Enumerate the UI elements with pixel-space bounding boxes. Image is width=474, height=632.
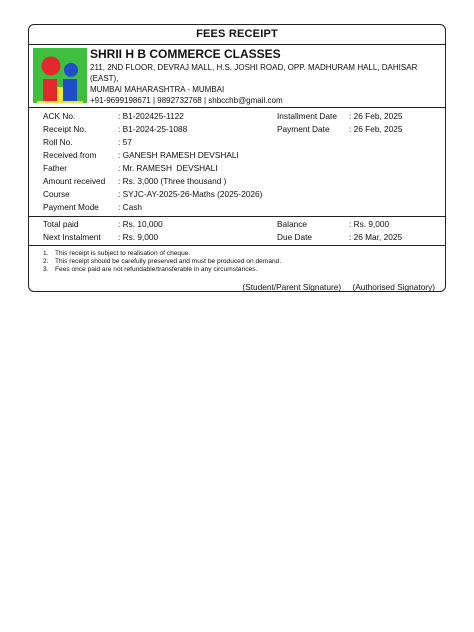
- detail-label: Amount received: [43, 176, 106, 186]
- note-item: [43, 265, 437, 274]
- logo-blue-circle: [64, 63, 78, 77]
- logo-red-bar: [43, 79, 57, 101]
- student-signature-label: (Student/Parent Signature): [242, 282, 342, 292]
- installment-date-value: : 26 Feb, 2025: [349, 111, 403, 121]
- detail-row-father: [29, 162, 445, 175]
- receipt-header: [29, 45, 445, 108]
- note-text: Fees once paid are not refundable/transferable in any circumstances.: [55, 266, 258, 273]
- detail-value: : SYJC-AY-2025-26-Maths (2025-2026): [118, 189, 263, 199]
- payment-totals: [29, 217, 445, 246]
- detail-value: : B1-202425-1122: [118, 111, 184, 121]
- total-paid-label: Total paid: [43, 219, 79, 229]
- institute-address-line-2: MUMBAI MAHARASHTRA - MUMBAI: [90, 85, 225, 94]
- detail-row-payment-mode: [29, 201, 445, 214]
- payment-date-value: : 26 Feb, 2025: [349, 124, 403, 134]
- detail-label: Receipt No.: [43, 124, 87, 134]
- detail-value: : GANESH RAMESH DEVSHALI: [118, 150, 239, 160]
- balance-value: : Rs. 9,000: [349, 219, 390, 229]
- balance-label: Balance: [277, 219, 307, 229]
- detail-row-received-from: [29, 149, 445, 162]
- detail-row-ack: [29, 110, 445, 123]
- total-paid-value: : Rs. 10,000: [118, 219, 163, 229]
- logo-blue-bar: [63, 79, 77, 101]
- detail-row-roll: [29, 136, 445, 149]
- detail-value: : Rs. 3,000 (Three thousand ): [118, 176, 227, 186]
- detail-value: : 57: [118, 137, 132, 147]
- note-text: This receipt is subject to realisation of cheque.: [55, 250, 191, 257]
- signature-area: [233, 282, 435, 292]
- logo-red-circle: [42, 57, 61, 76]
- institute-logo-icon: [33, 48, 87, 103]
- detail-label: Course: [43, 189, 70, 199]
- detail-row-course: [29, 188, 445, 201]
- receipt-title: FEES RECEIPT: [29, 25, 445, 45]
- detail-row-amount: [29, 175, 445, 188]
- due-date-value: : 26 Mar, 2025: [349, 232, 403, 242]
- logo-yellow-bar: [57, 87, 63, 101]
- institute-contact: +91-9699198671 | 9892732768 | shbcchb@gmail.com: [90, 96, 283, 105]
- logo-yellow-base: [37, 101, 83, 103]
- installment-date-label: Installment Date: [277, 111, 337, 121]
- next-instalment-value: : Rs. 9,000: [118, 232, 159, 242]
- note-number: 1.: [43, 250, 49, 257]
- next-instalment-label: Next Instalment: [43, 232, 101, 242]
- detail-value: : Cash: [118, 202, 142, 212]
- detail-label: ACK No.: [43, 111, 76, 121]
- institute-address-line-1: 211, 2ND FLOOR, DEVRAJ MALL, H.S. JOSHI ROAD, OPP. MADHURAM HALL, DAHISAR (EAST),: [90, 63, 418, 83]
- authorised-signature-label: (Authorised Signatory): [352, 282, 435, 292]
- detail-value: : Mr. RAMESH DEVSHALI: [118, 163, 218, 173]
- detail-label: Father: [43, 163, 67, 173]
- detail-label: Payment Mode: [43, 202, 99, 212]
- institute-info: [90, 47, 441, 106]
- payment-date-label: Payment Date: [277, 124, 330, 134]
- totals-row-next: [29, 231, 445, 244]
- detail-label: Roll No.: [43, 137, 73, 147]
- detail-value: : B1-2024-25-1088: [118, 124, 188, 134]
- note-number: 3.: [43, 266, 49, 273]
- detail-row-receipt: [29, 123, 445, 136]
- fees-receipt: [28, 24, 446, 292]
- note-number: 2.: [43, 258, 49, 265]
- receipt-notes: [29, 246, 445, 292]
- note-text: This receipt should be carefully preserved and must be produced on demand.: [55, 258, 282, 265]
- totals-row-paid: [29, 218, 445, 231]
- detail-label: Received from: [43, 150, 97, 160]
- due-date-label: Due Date: [277, 232, 313, 242]
- institute-name: SHRII H B COMMERCE CLASSES: [90, 47, 281, 61]
- payment-details: [29, 108, 445, 217]
